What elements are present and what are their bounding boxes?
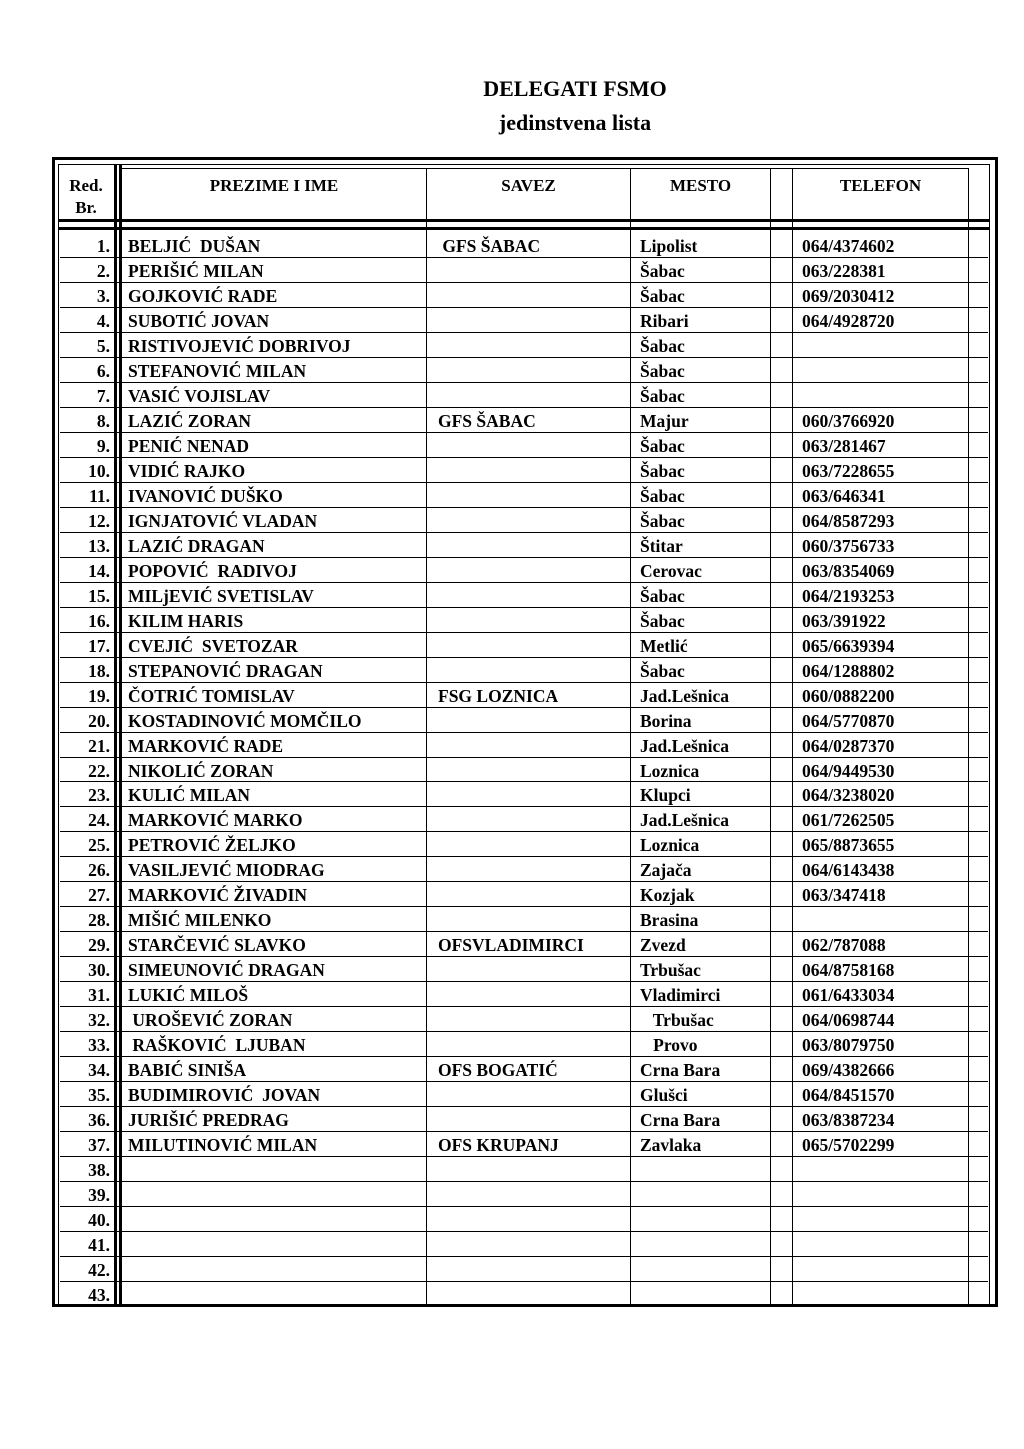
table-row [60, 1282, 988, 1307]
row-name: VASILJEVIĆ MIODRAG [128, 860, 325, 881]
header-redbr [58, 175, 114, 219]
row-name: SUBOTIĆ JOVAN [128, 310, 270, 331]
row-mesto: Šabac [640, 435, 685, 456]
header-savez: SAVEZ [501, 176, 556, 195]
row-name: CVEJIĆ SVETOZAR [128, 635, 298, 656]
table-row [60, 832, 988, 857]
header-divider [58, 219, 990, 222]
table-row [60, 1057, 988, 1082]
row-savez: GFS ŠABAC [438, 410, 536, 431]
row-telefon: 063/391922 [802, 610, 886, 631]
row-mesto: Šabac [640, 460, 685, 481]
row-savez: OFSVLADIMIRCI [438, 935, 584, 956]
row-telefon: 063/228381 [802, 260, 886, 281]
row-name: IGNJATOVIĆ VLADAN [128, 510, 318, 531]
row-mesto: Šabac [640, 485, 685, 506]
row-number: 2. [96, 260, 110, 281]
row-telefon: 060/0882200 [802, 685, 895, 706]
row-number: 22. [88, 760, 110, 781]
row-mesto: Jad.Lešnica [640, 735, 729, 756]
table-row [60, 907, 988, 932]
header-redbr-line1: Red. [69, 176, 103, 195]
row-telefon: 063/281467 [802, 435, 886, 456]
row-mesto: Glušci [640, 1085, 688, 1106]
row-mesto: Loznica [640, 835, 700, 856]
row-number: 14. [88, 560, 110, 581]
row-telefon: 063/646341 [802, 485, 886, 506]
row-telefon: 064/4374602 [802, 236, 895, 256]
table-row [60, 1132, 988, 1157]
table-row [60, 1032, 988, 1057]
table-row [60, 658, 988, 683]
row-number: 10. [88, 460, 110, 481]
row-number: 36. [88, 1110, 110, 1131]
table-row [60, 1007, 988, 1032]
table-row [60, 1207, 988, 1232]
row-number: 5. [96, 335, 110, 356]
table-row [60, 533, 988, 558]
table-row [60, 782, 988, 807]
row-telefon: 064/2193253 [802, 585, 895, 606]
row-name: STEFANOVIĆ MILAN [128, 360, 307, 381]
row-number: 15. [88, 585, 110, 606]
table-row [60, 358, 988, 383]
row-mesto: Borina [640, 710, 692, 731]
row-name: NIKOLIĆ ZORAN [128, 760, 274, 781]
row-mesto: Crna Bara [640, 1110, 721, 1131]
table-row [60, 957, 988, 982]
row-telefon: 064/9449530 [802, 760, 895, 781]
row-name: RISTIVOJEVIĆ DOBRIVOJ [128, 335, 351, 356]
row-telefon: 064/3238020 [802, 785, 895, 806]
row-mesto: Zavlaka [640, 1135, 702, 1156]
row-number: 1. [96, 236, 110, 256]
row-number: 25. [88, 835, 110, 856]
row-name: VASIĆ VOJISLAV [128, 385, 271, 406]
row-number: 6. [96, 360, 110, 381]
row-name: RAŠKOVIĆ LJUBAN [128, 1035, 306, 1056]
row-mesto: Metlić [640, 635, 688, 656]
row-telefon: 062/787088 [802, 935, 886, 956]
row-number: 17. [88, 635, 110, 656]
row-telefon: 063/8079750 [802, 1035, 895, 1056]
row-telefon: 061/7262505 [802, 810, 895, 831]
row-name: PETROVIĆ ŽELJKO [128, 835, 296, 856]
row-number: 27. [88, 885, 110, 906]
row-telefon: 064/8758168 [802, 960, 895, 981]
table-row [60, 1257, 988, 1282]
row-mesto: Loznica [640, 760, 700, 781]
row-mesto: Zvezd [640, 935, 686, 956]
row-mesto: Crna Bara [640, 1060, 721, 1081]
row-name: MARKOVIĆ MARKO [128, 810, 303, 831]
row-savez: FSG LOZNICA [438, 685, 559, 706]
row-number: 29. [88, 935, 110, 956]
row-telefon: 065/5702299 [802, 1135, 895, 1156]
row-number: 9. [96, 435, 110, 456]
table-row [60, 708, 988, 733]
row-telefon: 065/6639394 [802, 635, 895, 656]
table-row [60, 433, 988, 458]
row-mesto: Trbušac [640, 960, 701, 981]
row-mesto: Šabac [640, 260, 685, 281]
table-row [60, 233, 988, 258]
row-mesto: Šabac [640, 610, 685, 631]
header-redbr-line2: Br. [75, 198, 97, 217]
row-telefon: 064/1288802 [802, 660, 895, 681]
header-mesto: MESTO [669, 176, 732, 195]
row-telefon: 069/4382666 [802, 1060, 895, 1081]
table-row [60, 758, 988, 783]
table-row [60, 583, 988, 608]
row-number: 43. [88, 1285, 110, 1306]
row-number: 34. [88, 1060, 110, 1081]
row-name: JURIŠIĆ PREDRAG [128, 1110, 289, 1131]
row-number: 18. [88, 660, 110, 681]
table-row [60, 458, 988, 483]
header-divider-2 [58, 227, 990, 230]
page-title: DELEGATI FSMO [483, 76, 667, 101]
table-row [60, 633, 988, 658]
row-telefon: 064/0287370 [802, 735, 895, 756]
row-number: 21. [88, 735, 110, 756]
row-telefon: 064/8587293 [802, 510, 895, 531]
row-mesto: Šabac [640, 360, 685, 381]
row-mesto: Šabac [640, 660, 685, 681]
row-name: KOSTADINOVIĆ MOMČILO [128, 710, 362, 731]
row-name: GOJKOVIĆ RADE [128, 285, 278, 306]
table-row [60, 333, 988, 358]
row-number: 31. [88, 985, 110, 1006]
row-telefon: 064/8451570 [802, 1085, 895, 1106]
row-name: LUKIĆ MILOŠ [128, 985, 249, 1006]
table-row [60, 857, 988, 882]
row-name: PENIĆ NENAD [128, 435, 250, 456]
table-row [60, 258, 988, 283]
table-row [60, 283, 988, 308]
row-mesto: Kozjak [640, 885, 695, 906]
row-name: LAZIĆ ZORAN [128, 410, 252, 431]
row-mesto: Ribari [640, 310, 689, 331]
header-name: PREZIME I IME [209, 176, 339, 195]
row-name: LAZIĆ DRAGAN [128, 535, 265, 556]
table-row [60, 408, 988, 433]
row-mesto: Vladimirci [640, 985, 721, 1006]
row-telefon: 063/347418 [802, 885, 886, 906]
row-telefon: 064/0698744 [802, 1010, 895, 1031]
row-name: BELJIĆ DUŠAN [128, 236, 261, 256]
row-name: STEPANOVIĆ DRAGAN [128, 660, 323, 681]
row-savez: OFS KRUPANJ [438, 1135, 559, 1156]
row-telefon: 060/3766920 [802, 410, 895, 431]
row-mesto: Šabac [640, 585, 685, 606]
row-name: MILjEVIĆ SVETISLAV [128, 585, 314, 606]
row-name: KILIM HARIS [128, 610, 244, 631]
row-mesto: Jad.Lešnica [640, 685, 729, 706]
row-mesto: Štitar [640, 535, 683, 556]
row-name: STARČEVIĆ SLAVKO [128, 935, 306, 956]
row-mesto: Šabac [640, 335, 685, 356]
table-row [60, 1082, 988, 1107]
row-mesto: Klupci [640, 785, 691, 806]
table-row [60, 1182, 988, 1207]
table-row [60, 733, 988, 758]
row-number: 32. [88, 1010, 110, 1031]
row-name: MIŠIĆ MILENKO [128, 910, 272, 931]
row-number: 23. [88, 785, 110, 806]
row-number: 37. [88, 1135, 110, 1156]
row-number: 33. [88, 1035, 110, 1056]
row-number: 12. [88, 510, 110, 531]
row-number: 8. [96, 410, 110, 431]
row-number: 7. [96, 385, 110, 406]
table-row [60, 932, 988, 957]
row-mesto: Jad.Lešnica [640, 810, 729, 831]
table-row [60, 1232, 988, 1257]
table-row [60, 383, 988, 408]
table-row [60, 807, 988, 832]
row-number: 19. [88, 685, 110, 706]
page-subtitle: jedinstvena lista [498, 110, 652, 135]
row-telefon: 063/7228655 [802, 460, 895, 481]
row-telefon: 060/3756733 [802, 535, 895, 556]
row-number: 40. [88, 1210, 110, 1231]
row-telefon: 061/6433034 [802, 985, 895, 1006]
row-name: UROŠEVIĆ ZORAN [128, 1010, 293, 1031]
row-telefon: 063/8387234 [802, 1110, 895, 1131]
row-number: 3. [96, 285, 110, 306]
row-mesto: Brasina [640, 910, 699, 931]
row-savez: GFS ŠABAC [438, 236, 541, 256]
table-row [60, 1157, 988, 1182]
table-row [60, 608, 988, 633]
header-telefon: TELEFON [839, 176, 922, 195]
row-number: 41. [88, 1235, 110, 1256]
row-number: 13. [88, 535, 110, 556]
row-telefon: 064/5770870 [802, 710, 895, 731]
table-row [60, 882, 988, 907]
row-telefon: 065/8873655 [802, 835, 895, 856]
row-name: POPOVIĆ RADIVOJ [128, 560, 297, 581]
table-row [60, 483, 988, 508]
row-telefon: 063/8354069 [802, 560, 895, 581]
row-number: 26. [88, 860, 110, 881]
row-name: VIDIĆ RAJKO [128, 460, 246, 481]
row-name: KULIĆ MILAN [128, 785, 251, 806]
row-name: SIMEUNOVIĆ DRAGAN [128, 960, 325, 981]
row-name: IVANOVIĆ DUŠKO [128, 485, 283, 506]
row-telefon: 064/6143438 [802, 860, 895, 881]
row-name: MARKOVIĆ ŽIVADIN [128, 885, 308, 906]
header-top-line [122, 168, 968, 169]
table-row [60, 558, 988, 583]
row-telefon: 069/2030412 [802, 285, 895, 306]
row-number: 11. [89, 485, 110, 506]
row-number: 28. [88, 910, 110, 931]
row-name: BUDIMIROVIĆ JOVAN [128, 1085, 321, 1106]
table-row [60, 982, 988, 1007]
table-row [60, 308, 988, 333]
row-mesto: Majur [640, 410, 689, 431]
row-number: 35. [88, 1085, 110, 1106]
row-mesto: Šabac [640, 385, 685, 406]
row-name: MILUTINOVIĆ MILAN [128, 1135, 318, 1156]
table-row [60, 1107, 988, 1132]
row-number: 39. [88, 1185, 110, 1206]
row-number: 4. [96, 310, 110, 331]
row-number: 24. [88, 810, 110, 831]
row-savez: OFS BOGATIĆ [438, 1060, 558, 1081]
table-row [60, 683, 988, 708]
table-row [60, 508, 988, 533]
row-number: 38. [88, 1160, 110, 1181]
row-number: 30. [88, 960, 110, 981]
row-mesto: Provo [640, 1035, 698, 1056]
row-mesto: Šabac [640, 285, 685, 306]
row-mesto: Zajača [640, 860, 692, 881]
row-number: 16. [88, 610, 110, 631]
row-number: 20. [88, 710, 110, 731]
row-name: ČOTRIĆ TOMISLAV [128, 685, 295, 706]
row-mesto: Šabac [640, 510, 685, 531]
row-name: MARKOVIĆ RADE [128, 735, 284, 756]
row-mesto: Cerovac [640, 560, 702, 581]
row-name: PERIŠIĆ MILAN [128, 260, 264, 281]
row-mesto: Trbušac [640, 1010, 714, 1031]
row-number: 42. [88, 1260, 110, 1281]
row-mesto: Lipolist [640, 236, 698, 256]
row-name: BABIĆ SINIŠA [128, 1060, 247, 1081]
row-telefon: 064/4928720 [802, 310, 895, 331]
